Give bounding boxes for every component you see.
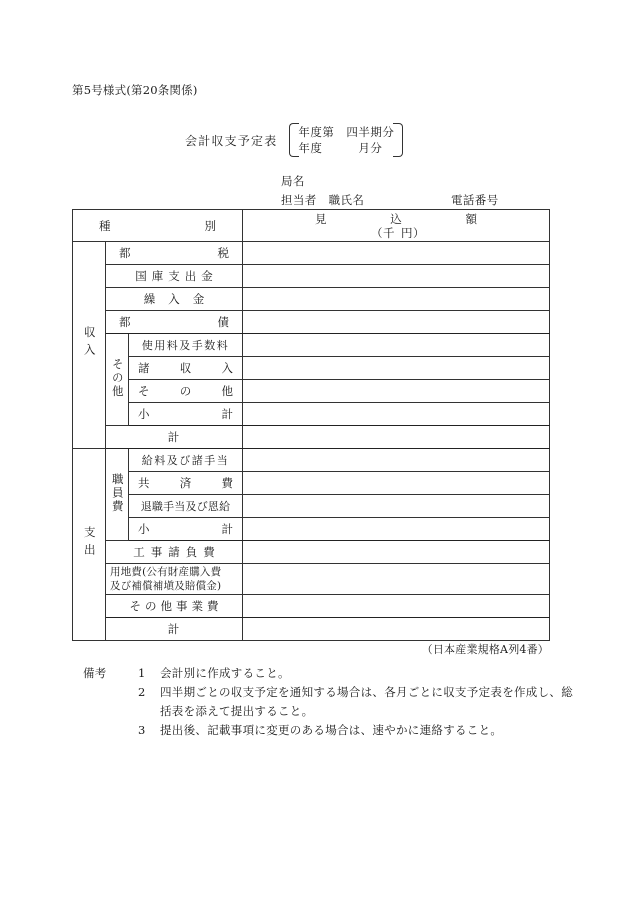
header-kind-left: 種: [99, 218, 111, 233]
value-cell-national-treasury[interactable]: [243, 265, 550, 288]
header-kind-cell: [73, 210, 243, 242]
value-cell-construction[interactable]: [243, 541, 550, 564]
bureau-name-label: 局名: [281, 174, 305, 188]
revenue-item-metropolitan-bonds: [106, 311, 243, 334]
revenue-item-metropolitan-tax: [106, 242, 243, 265]
period-bracket-group: [289, 123, 403, 157]
document-title-row: [185, 123, 403, 157]
value-cell-land-cost[interactable]: [243, 564, 550, 595]
table-row: [73, 242, 550, 265]
value-cell-misc-income[interactable]: [243, 357, 550, 380]
revenue-item-transfer-income: [106, 288, 243, 311]
job-title-name-label: 職氏名: [328, 193, 365, 207]
revenue-item-national-treasury: [106, 265, 243, 288]
header-amount-cell: [243, 210, 550, 242]
revenue-subgroup-other-text: その他: [110, 357, 125, 399]
phone-number-label: 電話番号: [451, 193, 499, 207]
table-row: [73, 472, 550, 495]
value-cell-revenue-total[interactable]: [243, 426, 550, 449]
item-label-left: 都: [119, 246, 131, 260]
item-label-mid: 収: [179, 361, 192, 375]
table-row: [73, 564, 550, 595]
bracket-right-icon: [394, 123, 403, 157]
item-label-mid: 済: [179, 476, 192, 490]
item-label-left: 都: [119, 315, 131, 329]
expenditure-subgroup-personnel-label: [106, 449, 129, 541]
remarks-list: [83, 664, 583, 740]
item-label-right: 他: [221, 384, 233, 398]
table-row: [73, 541, 550, 564]
table-row: [73, 426, 550, 449]
remark-body: [160, 683, 583, 721]
remark-number: 1: [138, 666, 146, 680]
header-unit-right: 円）: [401, 225, 426, 240]
remark-item: [138, 721, 583, 740]
item-label: 計: [167, 622, 181, 636]
value-cell-retirement-pension[interactable]: [243, 495, 550, 518]
fiscal-year-month-suffix: 月分: [358, 141, 383, 155]
expenditure-item-mutual-aid: [129, 472, 243, 495]
value-cell-expenditure-subtotal[interactable]: [243, 518, 550, 541]
table-row: [73, 495, 550, 518]
remark-continuation: 括表を添えて提出すること。: [160, 704, 314, 718]
table-row: [73, 403, 550, 426]
revenue-item-usage-fees: [129, 334, 243, 357]
fiscal-year-quarter-prefix: 年度第: [298, 125, 335, 139]
remark-text: 提出後、記載事項に変更のある場合は、速やかに連絡すること。: [160, 723, 503, 737]
item-label: 工事請負費: [133, 545, 221, 559]
header-amount-c1: 見: [315, 211, 327, 226]
table-row: [73, 357, 550, 380]
item-label-right: 債: [217, 315, 230, 329]
remark-number: 3: [138, 723, 146, 737]
value-cell-metropolitan-tax[interactable]: [243, 242, 550, 265]
paper-size-note: （日本産業規格A列4番）: [421, 643, 549, 656]
expenditure-item-land-cost: [106, 564, 243, 595]
table-row: [73, 265, 550, 288]
item-label-right: 入: [221, 361, 233, 375]
page-title: 会計収支予定表: [185, 133, 278, 148]
item-label-right: 計: [221, 522, 234, 536]
table-row: [73, 595, 550, 618]
revenue-side-label-text: 収入: [82, 326, 97, 361]
bracket-left-icon: [289, 123, 298, 157]
table-row: [73, 380, 550, 403]
revenue-item-subtotal: [129, 403, 243, 426]
header-kind-right: 別: [204, 218, 217, 233]
contact-line: [281, 191, 499, 210]
item-label: その他事業費: [129, 599, 223, 613]
value-cell-subtotal[interactable]: [243, 403, 550, 426]
remarks-section: [83, 664, 583, 740]
value-cell-expenditure-total[interactable]: [243, 618, 550, 641]
item-label-mid: の: [179, 384, 192, 398]
item-label-right: 税: [217, 246, 230, 260]
item-label: 給料及び諸手当: [141, 454, 230, 467]
table-row: [73, 288, 550, 311]
expenditure-item-subtotal: [129, 518, 243, 541]
expenditure-subgroup-personnel-text: 職員費: [110, 472, 125, 514]
value-cell-other[interactable]: [243, 380, 550, 403]
header-amount-c3: 額: [465, 211, 478, 226]
table-row: [73, 334, 550, 357]
table-header-row: [73, 210, 550, 242]
item-label: 計: [167, 430, 181, 444]
revenue-item-other: [129, 380, 243, 403]
table-row: [73, 449, 550, 472]
item-label-right: 計: [221, 407, 234, 421]
expenditure-item-retirement-pension: [129, 495, 243, 518]
expenditure-item-other-project: [106, 595, 243, 618]
revenue-item-misc-income: [129, 357, 243, 380]
item-label: 国庫支出金: [135, 269, 218, 283]
period-line-quarter: [298, 124, 394, 140]
table-row: [73, 618, 550, 641]
expenditure-side-label-text: 支出: [82, 525, 97, 561]
remark-number: 2: [138, 685, 146, 699]
period-line-month: [298, 140, 394, 156]
remark-item: [138, 683, 583, 721]
value-cell-salary-allowances[interactable]: [243, 449, 550, 472]
item-label-right: 費: [221, 476, 233, 490]
table-row: [73, 311, 550, 334]
period-lines: [298, 123, 394, 157]
item-label: 退職手当及び恩給: [140, 500, 231, 513]
item-label-left: 共: [138, 476, 150, 490]
item-label: 使用料及手数料: [141, 339, 230, 352]
expenditure-item-construction: [106, 541, 243, 564]
remark-text: 四半期ごとの収支予定を通知する場合は、各月ごとに収支予定表を作成し、総: [160, 685, 573, 699]
office-contact-block: [281, 172, 499, 210]
expenditure-item-salary-allowances: [129, 449, 243, 472]
remark-item: [138, 664, 583, 683]
table-row: [73, 518, 550, 541]
value-cell-other-project[interactable]: [243, 595, 550, 618]
value-cell-mutual-aid[interactable]: [243, 472, 550, 495]
header-amount-c2: 込: [390, 211, 402, 226]
person-in-charge-label: 担当者: [281, 193, 317, 207]
expenditure-total-label: [106, 618, 243, 641]
item-label-left: 小: [138, 407, 150, 421]
value-cell-usage-fees[interactable]: [243, 334, 550, 357]
fiscal-year-month-prefix: 年度: [298, 141, 323, 155]
remarks-label: 備考: [83, 666, 107, 680]
form-number: 第5号様式(第20条関係): [72, 83, 198, 97]
value-cell-metropolitan-bonds[interactable]: [243, 311, 550, 334]
header-unit-left: （千: [371, 225, 396, 240]
item-label: 繰入金: [143, 292, 218, 306]
expenditure-side-label: [73, 449, 106, 641]
item-label-line1: 用地費(公有財産購入費: [110, 566, 222, 578]
remark-text: 会計別に作成すること。: [160, 666, 290, 680]
budget-plan-table: [72, 209, 550, 641]
item-label-line2: 及び補償補塡及賠償金): [110, 580, 222, 592]
revenue-subgroup-other-label: [106, 334, 129, 426]
fiscal-year-quarter-suffix: 四半期分: [346, 125, 395, 139]
revenue-side-label: [73, 242, 106, 449]
item-label-left: 小: [138, 522, 150, 536]
item-label-left: 諸: [138, 361, 150, 375]
revenue-total-label: [106, 426, 243, 449]
item-label-left: そ: [138, 384, 150, 398]
value-cell-transfer-income[interactable]: [243, 288, 550, 311]
